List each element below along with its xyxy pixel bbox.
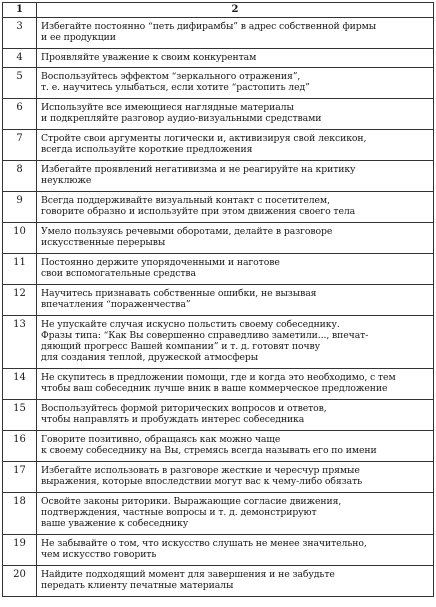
row-text [37,493,434,535]
row-number: 6 [3,99,37,130]
row-text-line: и ее продукции [41,32,116,43]
row-text-line: Воспользуйтесь формой риторических вопросов и ответов, [41,403,327,414]
row-number: 5 [3,68,37,99]
row-text-line: неуклюже [41,175,92,186]
table-row [3,254,434,285]
row-number: 3 [3,18,37,49]
row-text [37,223,434,254]
row-number: 14 [3,369,37,400]
row-text-line: Проявляйте уважение к своим конкурентам [41,52,257,63]
row-text-line: впечатления “пораженчества” [41,299,191,310]
row-text [37,254,434,285]
row-text-line: т. е. научитесь улыбаться, если хотите “растопить лед” [41,82,310,93]
table-row [3,566,434,597]
table-row [3,462,434,493]
table-row [3,535,434,566]
row-text-line: Не упускайте случая искусно польстить своему собеседнику. [41,319,340,330]
row-number: 17 [3,462,37,493]
table-header-row [3,3,434,18]
row-text-line: дяющий прогресс Вашей компании” и т. д. готовят почву [41,341,321,352]
row-text-line: к своему собеседнику на Вы, стремясь всегда называть его по имени [41,445,377,456]
row-text [37,18,434,49]
row-number: 15 [3,400,37,431]
row-text-line: Избегайте постоянно “петь дифирамбы” в адрес собственной фирмы [41,21,377,32]
row-text [37,316,434,369]
table-row [3,493,434,535]
row-text-line: чтобы ваш собеседник лучше вник в ваше коммерческое предложение [41,383,388,394]
row-text [37,49,434,68]
row-number: 9 [3,192,37,223]
row-number: 16 [3,431,37,462]
row-text [37,462,434,493]
row-text-line: Постоянно держите упорядоченными и наготове [41,257,280,268]
table-row [3,49,434,68]
row-text-line: чем искусство говорить [41,549,157,560]
table-row [3,192,434,223]
document-page [2,2,433,597]
row-text [37,566,434,597]
row-text-line: всегда используйте короткие предложения [41,144,253,155]
row-text-line: выражения, которые впоследствии могут вас к чему-либо обязать [41,476,363,487]
table-row [3,369,434,400]
row-number: 19 [3,535,37,566]
row-text [37,161,434,192]
row-text-line: Фразы типа: “Как Вы совершенно справедливо заметили..., впечат- [41,330,369,341]
table-row [3,431,434,462]
table-row [3,316,434,369]
row-number: 18 [3,493,37,535]
table-row [3,223,434,254]
row-text-line: искусственные перерывы [41,237,166,248]
row-text [37,431,434,462]
row-text-line: говорите образно и используйте при этом движения своего тела [41,206,356,217]
table-row [3,99,434,130]
row-text-line: Научитесь признавать собственные ошибки, не вызывая [41,288,317,299]
row-number: 20 [3,566,37,597]
row-text-line: Говорите позитивно, обращаясь как можно чаще [41,434,281,445]
row-text [37,400,434,431]
row-text [37,130,434,161]
header-col-text: 2 [37,3,434,18]
header-col-number: 1 [3,3,37,18]
row-text-line: для создания теплой, дружеской атмосферы [41,352,259,363]
row-text [37,68,434,99]
row-number: 13 [3,316,37,369]
row-text-line: Не скупитесь в предложении помощи, где и когда это необходимо, с тем [41,372,396,383]
row-text [37,369,434,400]
row-text-line: Используйте все имеющиеся наглядные материалы [41,102,294,113]
row-text-line: Умело пользуясь речевыми оборотами, делайте в разговоре [41,226,333,237]
row-text-line: Найдите подходящий момент для завершения и не забудьте [41,569,335,580]
row-text-line: Воспользуйтесь эффектом “зеркального отражения”, [41,71,301,82]
row-number: 10 [3,223,37,254]
row-text-line: ваше уважение к собеседнику [41,518,189,529]
row-text-line: Всегда поддерживайте визуальный контакт с посетителем, [41,195,330,206]
row-number: 8 [3,161,37,192]
row-number: 11 [3,254,37,285]
table-body [3,18,434,597]
table-row [3,130,434,161]
table-row [3,68,434,99]
row-text-line: Стройте свои аргументы логически и, активизируя свой лексикон, [41,133,367,144]
row-text [37,535,434,566]
row-text-line: чтобы направлять и пробуждать интерес собеседника [41,414,305,425]
row-number: 12 [3,285,37,316]
row-text-line: Избегайте проявлений негативизма и не реагируйте на критику [41,164,356,175]
table-row [3,285,434,316]
row-text-line: передать клиенту печатные материалы [41,580,234,591]
row-text [37,192,434,223]
table-row [3,18,434,49]
row-text-line: Не забывайте о том, что искусство слушать не менее значительно, [41,538,367,549]
row-text-line: Избегайте использовать в разговоре жесткие и чересчур прямые [41,465,360,476]
row-text-line: подтверждения, частные вопросы и т. д. демонстрируют [41,507,317,518]
row-text [37,285,434,316]
recommendations-table [2,2,434,597]
table-row [3,161,434,192]
row-text-line: Освойте законы риторики. Выражающие согласие движения, [41,496,342,507]
table-row [3,400,434,431]
row-number: 7 [3,130,37,161]
row-text [37,99,434,130]
row-text-line: и подкрепляйте разговор аудио-визуальными средствами [41,113,322,124]
row-number: 4 [3,49,37,68]
row-text-line: свои вспомогательные средства [41,268,196,279]
